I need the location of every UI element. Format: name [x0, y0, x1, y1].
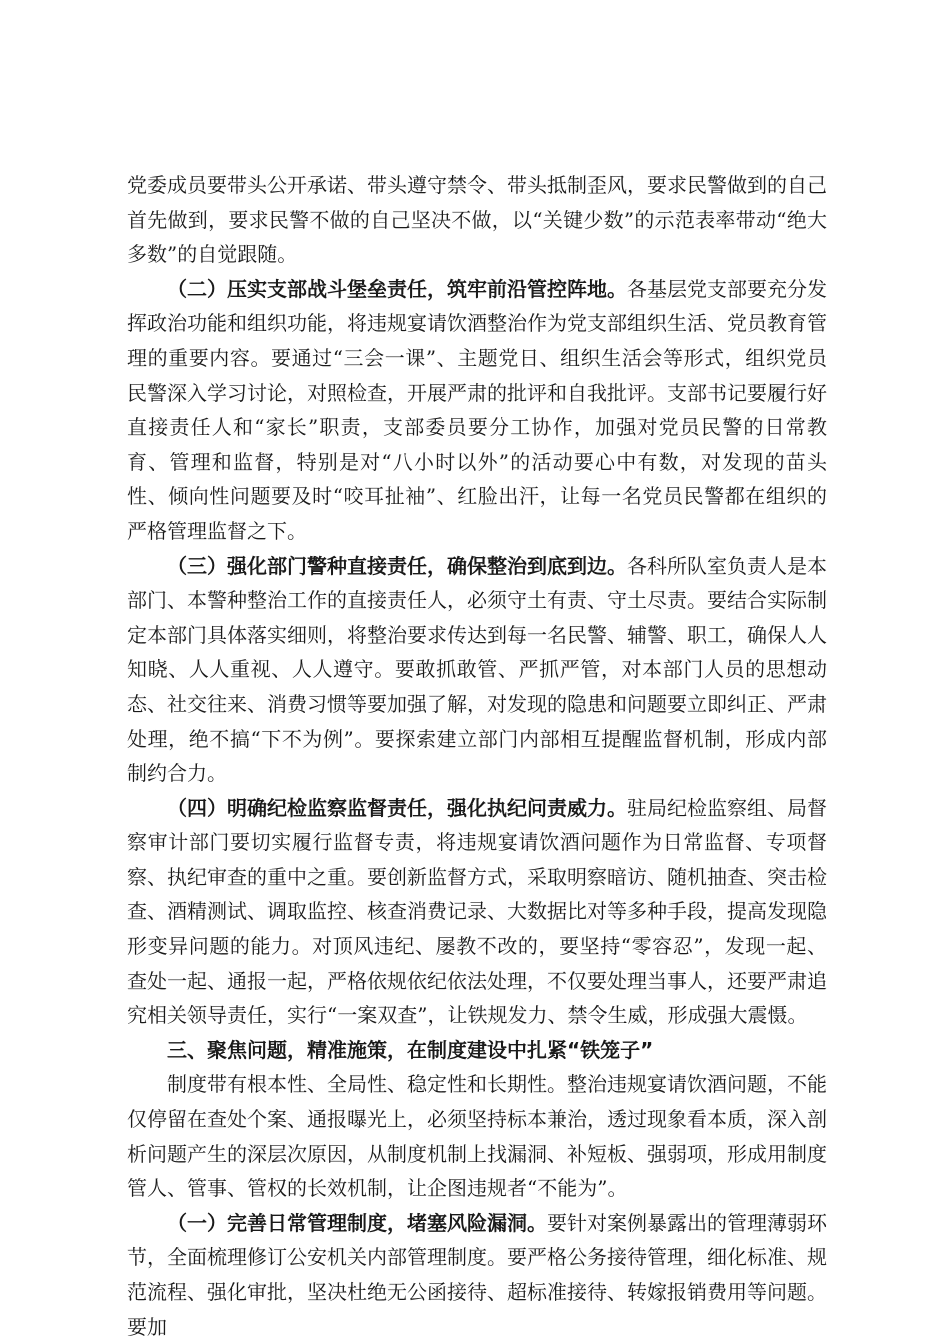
paragraph-lead: （一）完善日常管理制度，堵塞风险漏洞。 — [167, 1210, 547, 1235]
paragraph-section-2 — [127, 272, 827, 549]
paragraph-body: 制度带有根本性、全局性、稳定性和长期性。整治违规宴请饮酒问题，不能仅停留在查处个案、通报曝光上，必须坚持标本兼治，透过现象看本质，深入剖析问题产生的深层次原因，从制度机制上找漏洞、补短板、强弱项，形成用制度管人、管事、管权的长效机制，让企图违规者“不能为”。 — [127, 1072, 827, 1201]
paragraph-body: 党委成员要带头公开承诺、带头遵守禁令、带头抵制歪风，要求民警做到的自己首先做到，要求民警不做的自己坚决不做，以“关键少数”的示范表率带动“绝大多数”的自觉跟随。 — [127, 173, 827, 267]
paragraph-body: 各科所队室负责人是本部门、本警种整治工作的直接责任人，必须守土有责、守土尽责。要结合实际制定本部门具体落实细则，将整治要求传达到每一名民警、辅警、职工，确保人人知晓、人人重视、人人遵守。要敢抓敢管、严抓严管，对本部门人员的思想动态、社交往来、消费习惯等要加强了解，对发现的隐患和问题要立即纠正、严肃处理，绝不搞“下不为例”。要探索建立部门内部相互提醒监督机制，形成内部制约合力。 — [127, 553, 827, 786]
paragraph-body: 要针对案例暴露出的管理薄弱环节，全面梳理修订公安机关内部管理制度。要严格公务接待管理，细化标准、规范流程、强化审批，坚决杜绝无公函接待、超标准接待、转嫁报销费用等问题。要加 — [127, 1210, 827, 1339]
paragraph-lead: （二）压实支部战斗堡垒责任，筑牢前沿管控阵地。 — [167, 276, 627, 301]
paragraph-continuation — [127, 168, 827, 272]
paragraph-body: 各基层党支部要充分发挥政治功能和组织功能，将违规宴请饮酒整治作为党支部组织生活、党员教育管理的重要内容。要通过“三会一课”、主题党日、组织生活会等形式，组织党员民警深入学习讨论，对照检查，开展严肃的批评和自我批评。支部书记要履行好直接责任人和“家长”职责，支部委员要分工协作，加强对党员民警的日常教育、管理和监督，特别是对“八小时以外”的活动要心中有数，对发现的苗头性、倾向性问题要及时“咬耳扯袖”、红脸出汗，让每一名党员民警都在组织的严格管理监督之下。 — [127, 276, 827, 543]
paragraph-section-4 — [127, 791, 827, 1033]
paragraph-subsection-1 — [127, 1206, 827, 1344]
paragraph-lead: （三）强化部门警种直接责任，确保整治到底到边。 — [167, 553, 627, 578]
paragraph-body: 驻局纪检监察组、局督察审计部门要切实履行监督专责，将违规宴请饮酒问题作为日常监督、专项督察、执纪审查的重中之重。要创新监督方式，采取明察暗访、随机抽查、突击检查、酒精测试、调取监控、核查消费记录、大数据比对等多种手段，提高发现隐形变异问题的能力。对顶风违纪、屡教不改的，要坚持“零容忍”，发现一起、查处一起、通报一起，严格依规依纪依法处理，不仅要处理当事人，还要严肃追究相关领导责任，实行“一案双查”，让铁规发力、禁令生威，形成强大震慑。 — [127, 795, 827, 1028]
document-page — [127, 168, 827, 1344]
paragraph-section-3 — [127, 549, 827, 791]
paragraph-intro — [127, 1067, 827, 1205]
paragraph-lead: （四）明确纪检监察监督责任，强化执纪问责威力。 — [167, 795, 627, 820]
section-heading: 三、聚焦问题，精准施策，在制度建设中扎紧“铁笼子” — [167, 1037, 654, 1062]
